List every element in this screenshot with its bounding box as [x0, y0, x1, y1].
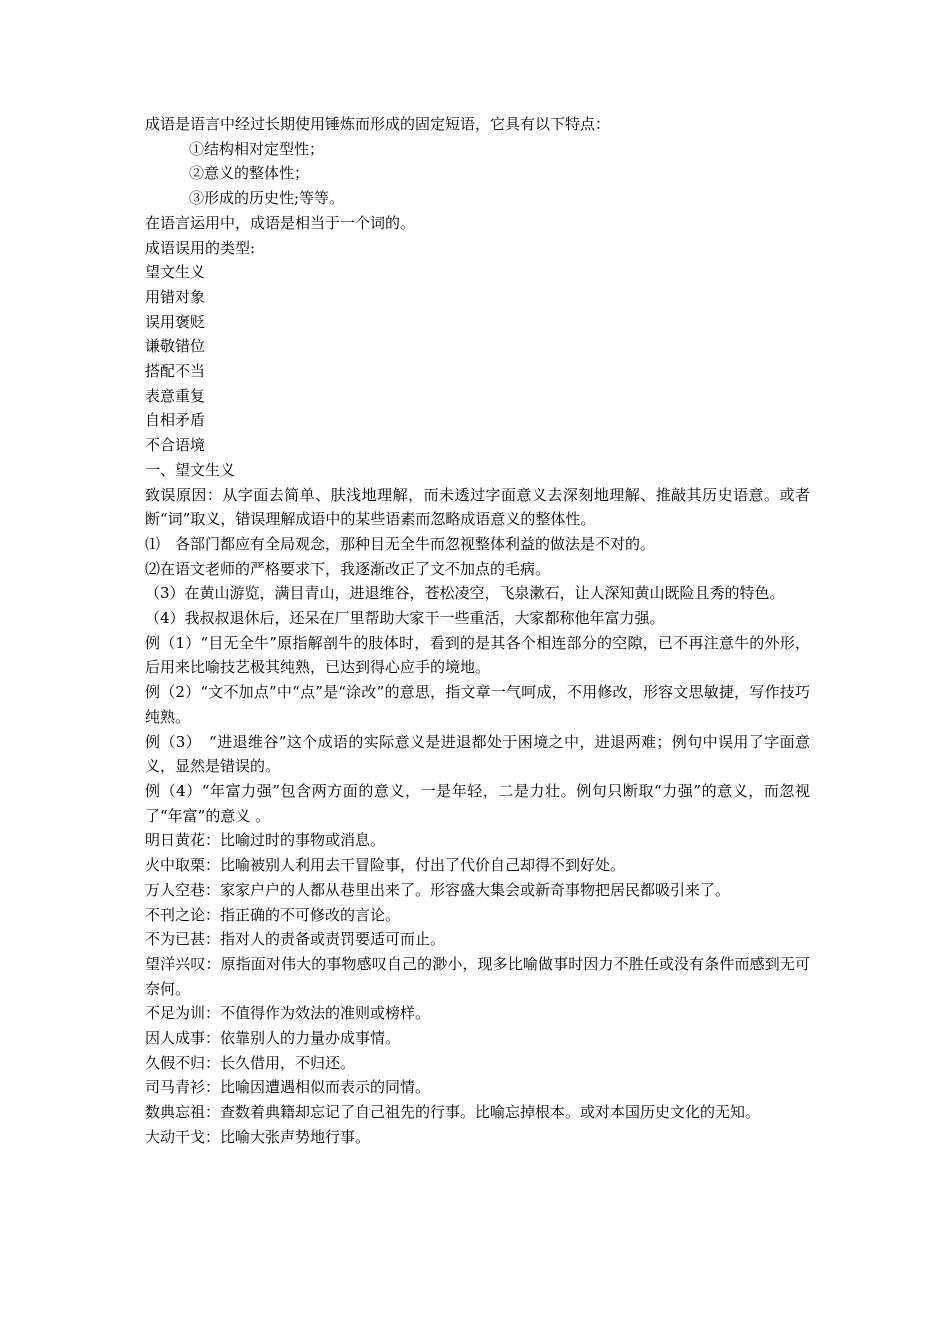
type-item: 误用褒贬	[145, 312, 206, 331]
feature-item: ①结构相对定型性；	[189, 139, 325, 158]
idiom-definition: 大动干戈：比喻大张声势地行事。	[145, 1127, 371, 1146]
example-explanation: 例（4）“年富力强”包含两方面的意义，一是年轻，二是力壮。例句只断取“力强”的意义，而忽视了“年富”的意义 。	[145, 781, 810, 825]
idiom-definition: 万人空巷：家家户户的人都从巷里出来了。形容盛大集会或新奇事物把居民都吸引来了。	[145, 880, 731, 899]
idiom-definition: 不足为训：不值得作为效法的准则或榜样。	[145, 1004, 431, 1023]
error-cause-paragraph: 致误原因：从字面去简单、肤浅地理解，而未透过字面意义去深刻地理解、推敲其历史语意。或者断“词”取义，错误理解成语中的某些语素而忽略成语意义的整体性。	[145, 485, 810, 529]
type-item: 望文生义	[145, 263, 206, 282]
types-heading: 成语误用的类型:	[145, 238, 256, 257]
example-sentence: （4）我叔叔退休后，还呆在厂里帮助大家干一些重活，大家都称他年富力强。	[145, 609, 665, 628]
type-item: 搭配不当	[145, 362, 206, 381]
example-sentence: （3）在黄山游览，满目青山，进退维谷，苍松凌空，飞泉漱石，让人深知黄山既险且秀的特色。	[145, 584, 785, 603]
example-explanation: 例（2）“文不加点”中“点”是“涂改”的意思，指文章一气呵成，不用修改，形容文思敏捷，写作技巧纯熟。	[145, 683, 810, 726]
usage-note: 在语言运用中，成语是相当于一个词的。	[145, 213, 416, 232]
type-item: 用错对象	[145, 287, 206, 306]
idiom-definition: 火中取栗：比喻被别人利用去干冒险事，付出了代价自己却得不到好处。	[145, 856, 626, 875]
type-item: 表意重复	[145, 386, 206, 405]
idiom-definition: 不为已甚：指对人的责备或责罚要适可而止。	[145, 930, 446, 949]
example-explanation: 例（3） “进退维谷”这个成语的实际意义是进退都处于困境之中，进退两难；例句中误用了字面意义，显然是错误的。	[145, 732, 810, 776]
idiom-definition: 明日黄花：比喻过时的事物或消息。	[145, 831, 386, 850]
idiom-definition: 数典忘祖：查数着典籍却忘记了自己祖先的行事。比喻忘掉根本。或对本国历史文化的无知。	[145, 1103, 761, 1122]
example-sentence: ⑵在语文老师的严格要求下，我逐渐改正了文不加点的毛病。	[145, 559, 551, 578]
document-page	[145, 112, 810, 1150]
type-item: 谦敬错位	[145, 337, 206, 356]
idiom-definition: 因人成事：依靠别人的力量办成事情。	[145, 1029, 401, 1048]
idiom-definition: 望洋兴叹：原指面对伟大的事物感叹自己的渺小，现多比喻做事时因力不胜任或没有条件而感到无可奈何。	[145, 954, 810, 998]
example-sentence: ⑴ 各部门都应有全局观念，那种目无全牛而忽视整体利益的做法是不对的。	[145, 534, 656, 553]
definition-text: 成语是语言中经过长期使用锤炼而形成的固定短语，它具有以下特点：	[145, 115, 611, 133]
feature-item: ③形成的历史性;等等。	[189, 189, 345, 208]
example-explanation: 例（1）“目无全牛”原指解剖牛的肢体时，看到的是其各个相连部分的空隙，已不再注意牛的外形，后用来比喻技艺极其纯熟，已达到得心应手的境地。	[145, 633, 810, 677]
idiom-definition: 不刊之论：指正确的不可修改的言论。	[145, 905, 401, 924]
feature-item: ②意义的整体性；	[189, 164, 310, 183]
idiom-definition: 久假不归：长久借用，不归还。	[145, 1053, 356, 1072]
section-heading: 一、望文生义	[145, 460, 236, 479]
type-item: 自相矛盾	[145, 411, 206, 430]
type-item: 不合语境	[145, 436, 206, 455]
idiom-definition: 司马青衫：比喻因遭遇相似而表示的同情。	[145, 1078, 431, 1097]
